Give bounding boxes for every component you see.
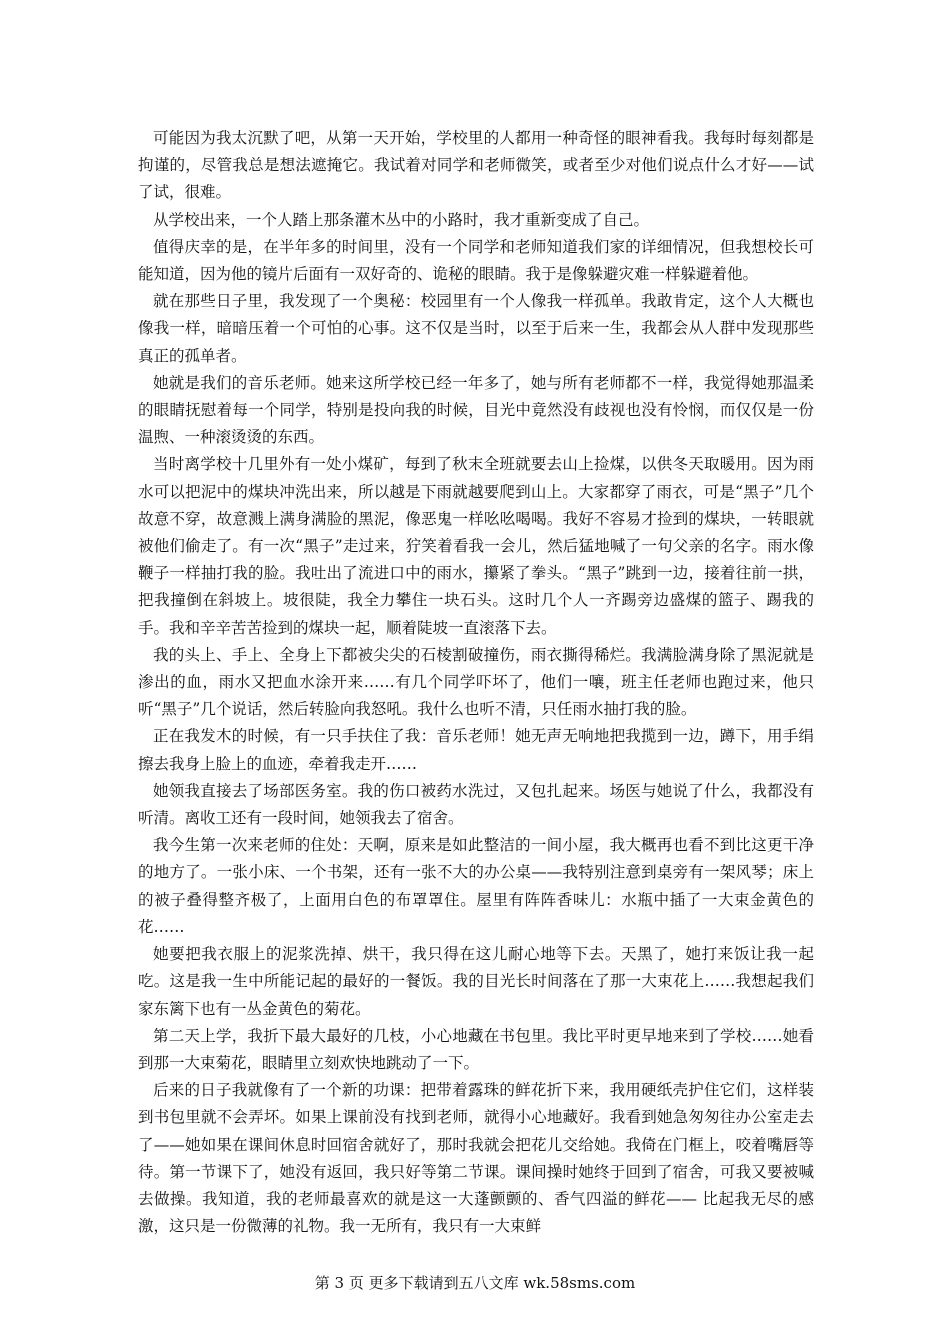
paragraph-13: 后来的日子我就像有了一个新的功课：把带着露珠的鲜花折下来，我用硬纸壳护住它们，这样装到书包里就不会弄坏。如果上课前没有找到老师，就得小心地藏好。我看到她急匆匆往办公室走去了——她如果在课间休息时回宿舍就好了，那时我就会把花儿交给她。我倚在门框上，咬着嘴唇等待。第一节课下了，她没有返回，我只好等第二节课。课间操时她终于回到了宿舍，可我又要被喊去做操。我知道，我的老师最喜欢的就是这一大蓬颤颤的、香气四溢的鲜花—— 比起我无尽的感激，这只是一份微薄的礼物。我一无所有，我只有一大束鲜 <box>138 1081 814 1236</box>
paragraph-12: 第二天上学，我折下最大最好的几枝，小心地藏在书包里。我比平时更早地来到了学校……她看到那一大束菊花，眼睛里立刻欢快地跳动了一下。 <box>138 1026 814 1072</box>
paragraph-2: 从学校出来，一个人踏上那条灌木丛中的小路时，我才重新变成了自己。 <box>153 210 650 229</box>
paragraph-11: 她要把我衣服上的泥浆洗掉、烘干，我只得在这儿耐心地等下去。天黑了，她打来饭让我一起吃。这是我一生中所能记起的最好的一餐饭。我的目光长时间落在了那一大束花上……我想起我们家东篱下也有一丛金黄色的菊花。 <box>138 945 814 1018</box>
paragraph-10: 我今生第一次来老师的住处：天啊，原来是如此整洁的一间小屋，我大概再也看不到比这更干净的地方了。一张小床、一个书架，还有一张不大的办公桌——我特别注意到桌旁有一架风琴；床上的被子叠得整齐极了，上面用白色的布罩罩住。屋里有阵阵香味儿：水瓶中插了一大束金黄色的花…… <box>138 836 814 936</box>
paragraph-8: 正在我发木的时候，有一只手扶住了我：音乐老师！她无声无响地把我揽到一边，蹲下，用手绢擦去我身上脸上的血迹，牵着我走开…… <box>138 727 814 773</box>
paragraph-4: 就在那些日子里，我发现了一个奥秘：校园里有一个人像我一样孤单。我敢肯定，这个人大概也像我一样，暗暗压着一个可怕的心事。这不仅是当时，以至于后来一生，我都会从人群中发现那些真正的孤单者。 <box>138 292 814 365</box>
document-body <box>138 125 814 1240</box>
paragraph-1: 可能因为我太沉默了吧，从第一天开始，学校里的人都用一种奇怪的眼神看我。我每时每刻都是拘谨的，尽管我总是想法遮掩它。我试着对同学和老师微笑，或者至少对他们说点什么才好——试了试，很难。 <box>138 129 814 202</box>
paragraph-7: 我的头上、手上、全身上下都被尖尖的石棱割破撞伤，雨衣撕得稀烂。我满脸满身除了黑泥就是渗出的血，雨水又把血水涂开来……有几个同学吓坏了，他们一嚷，班主任老师也跑过来，他只听“黑子”几个说话，然后转脸向我怒吼。我什么也听不清，只任雨水抽打我的脸。 <box>138 645 814 719</box>
page-footer: 第 3 页 更多下载请到五八文库 wk.58sms.com <box>314 1274 636 1292</box>
paragraph-5: 她就是我们的音乐老师。她来这所学校已经一年多了，她与所有老师都不一样，我觉得她那温柔的眼睛抚慰着每一个同学，特别是投向我的时候，目光中竟然没有歧视也没有怜悯，而仅仅是一份温煦、一种滚烫烫的东西。 <box>138 373 814 447</box>
paragraph-9: 她领我直接去了场部医务室。我的伤口被药水洗过，又包扎起来。场医与她说了什么，我都没有听清。离收工还有一段时间，她领我去了宿舍。 <box>138 781 814 828</box>
paragraph-3: 值得庆幸的是，在半年多的时间里，没有一个同学和老师知道我们家的详细情况，但我想校长可能知道，因为他的镜片后面有一双好奇的、诡秘的眼睛。我于是像躲避灾难一样躲避着他。 <box>138 237 814 284</box>
paragraph-6: 当时离学校十几里外有一处小煤矿，每到了秋末全班就要去山上捡煤，以供冬天取暖用。因为雨水可以把泥中的煤块冲洗出来，所以越是下雨就越要爬到山上。大家都穿了雨衣，可是“黑子”几个故意不穿，故意溅上满身满脸的黑泥，像恶鬼一样吆吆喝喝。我好不容易才捡到的煤块，一转眼就被他们偷走了。有一次“黑子”走过来，狞笑着看我一会儿，然后猛地喊了一句父亲的名字。雨水像鞭子一样抽打我的脸。我吐出了流进口中的雨水，攥紧了拳头。“黑子”跳到一边，接着往前一拱，把我撞倒在斜坡上。坡很陡，我全力攀住一块石头。这时几个人一齐踢旁边盛煤的篮子、踢我的手。我和辛辛苦苦捡到的煤块一起，顺着陡坡一直滚落下去。 <box>138 455 814 637</box>
